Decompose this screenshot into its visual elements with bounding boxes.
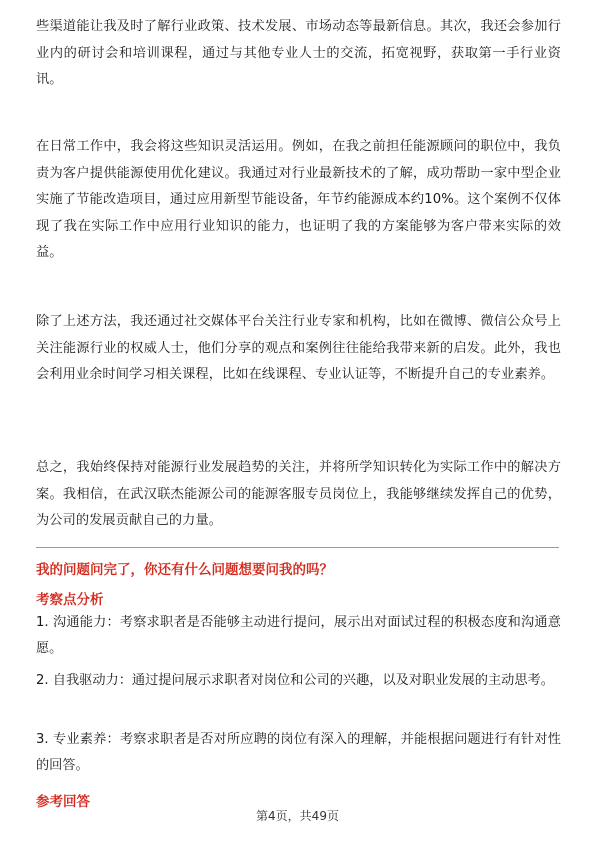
body-paragraph: 在日常工作中，我会将这些知识灵活运用。例如，在我之前担任能源顾问的职位中，我负责为客户提供能源使用优化建议。我通过对行业最新技术的了解，成功帮助一家中型企业实施了节能改造项目，通过应用新型节能设备，年节约能源成本约10%。这个案例不仅体现了我在实际工作中应用行业知识的能力，也证明了我的方案能够为客户带来实际的效益。: [36, 139, 561, 260]
analysis-heading: 考察点分析: [36, 592, 104, 608]
interview-question: 我的问题问完了，你还有什么问题想要问我的吗？: [36, 562, 333, 578]
analysis-point: 1. 沟通能力：考察求职者是否能够主动进行提问，展示出对面试过程的积极态度和沟通意愿。: [36, 615, 561, 656]
page-number: 第4页，共49页: [256, 809, 339, 823]
body-paragraph: 些渠道能让我及时了解行业政策、技术发展、市场动态等最新信息。其次，我还会参加行业内的研讨会和培训课程，通过与其他专业人士的交流，拓宽视野，获取第一手行业资讯。: [36, 19, 561, 87]
section-divider: [36, 547, 559, 548]
analysis-point: 2. 自我驱动力：通过提问展示求职者对岗位和公司的兴趣，以及对职业发展的主动思考。: [36, 673, 554, 688]
body-paragraph: 除了上述方法，我还通过社交媒体平台关注行业专家和机构，比如在微博、微信公众号上关注能源行业的权威人士，他们分享的观点和案例往往能给我带来新的启发。此外，我也会利用业余时间学习相关课程，比如在线课程、专业认证等，不断提升自己的专业素养。: [36, 314, 561, 382]
analysis-point: 3. 专业素养：考察求职者是否对所应聘的岗位有深入的理解，并能根据问题进行有针对性的回答。: [36, 732, 561, 773]
answer-heading: 参考回答: [36, 794, 90, 810]
body-paragraph: 总之，我始终保持对能源行业发展趋势的关注，并将所学知识转化为实际工作中的解决方案。我相信，在武汉联杰能源公司的能源客服专员岗位上，我能够继续发挥自己的优势，为公司的发展贡献自己的力量。: [36, 460, 561, 528]
